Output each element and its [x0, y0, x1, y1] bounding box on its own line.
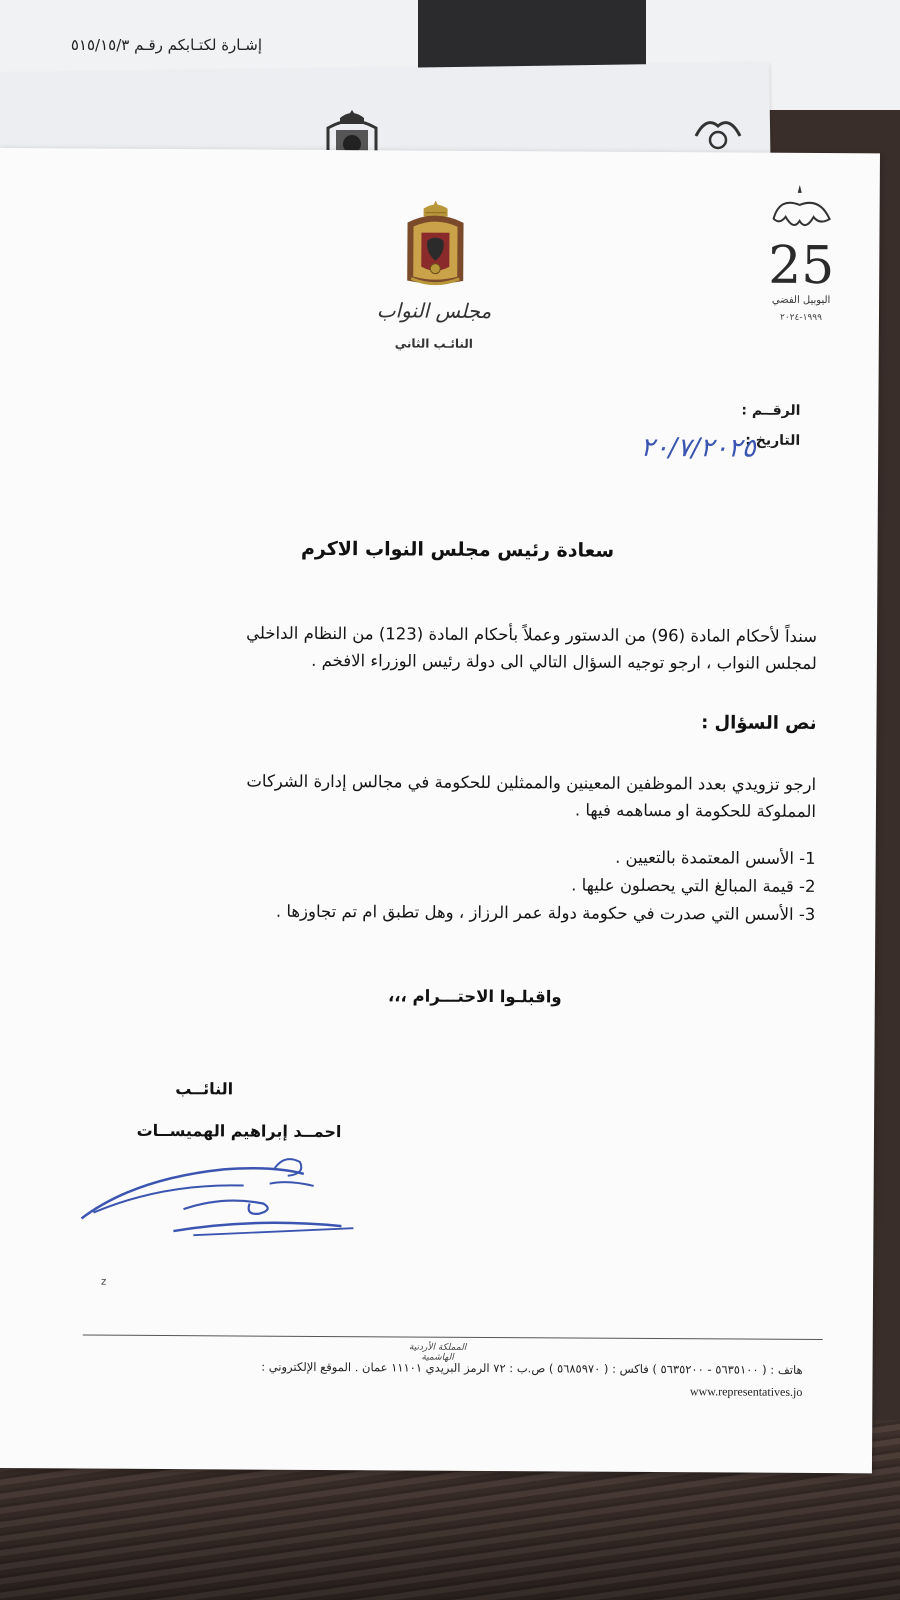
royal-emblem-icon	[399, 198, 472, 286]
handwritten-date	[628, 420, 768, 471]
intro-line-1: سنداً لأحكام المادة (96) من الدستور وعملاً بأحكام المادة (123) من النظام الداخلي	[246, 623, 818, 646]
intro-line-2: لمجلس النواب ، ارجو توجيه السؤال التالي الى دولة رئيس الوزراء الافخم .	[311, 650, 817, 673]
svg-text:٢٠/٧/٢٠٢٥: ٢٠/٧/٢٠٢٥	[640, 432, 756, 464]
question-line-1: ارجو تزويدي بعدد الموظفين المعينين والممثلين للحكومة في مجالس إدارة الشركات	[246, 771, 817, 794]
background-jubilee-icon	[688, 112, 748, 152]
small-mark: z	[101, 1276, 107, 1288]
deputy-title: النائـب الثاني	[394, 336, 473, 351]
reference-label: الرقــم :	[741, 402, 801, 419]
house-title: مجلس النواب	[376, 298, 492, 324]
svg-text:25: 25	[768, 235, 835, 297]
footer-kingdom: المملكة الأردنية الهاشمية	[408, 1342, 467, 1363]
addressee: سعادة رئيس مجلس النواب الاكرم	[300, 537, 615, 562]
signature-icon	[73, 1138, 374, 1240]
footer-contact: هاتف : ( ٥٦٣٥١٠٠ - ٥٦٣٥٢٠٠ ) فاكس : ( ٥٦٨٥٩٧٠ ) ص.ب : ٧٢ الرمز البريدي ١١١٠١ عمان . الموقع الإلكتروني :	[261, 1359, 803, 1377]
silver-jubilee-logo-icon	[759, 183, 844, 330]
question-heading: نص السؤال :	[701, 712, 817, 734]
jubilee-years: ١٩٩٩-٢٠٢٤	[779, 312, 822, 324]
background-dark-strip	[418, 0, 646, 68]
jubilee-caption: اليوبيل الفضي	[771, 294, 831, 307]
date-label: التاريخ :	[745, 432, 801, 449]
list-item: 1- الأسس المعتمدة بالتعيين .	[615, 847, 816, 868]
question-paragraph	[86, 767, 816, 825]
signer-name: احمــد إبراهيم الهميســات	[136, 1120, 342, 1142]
list-item: 3- الأسس التي صدرت في حكومة دولة عمر الرزاز ، وهل تطبق ام تم تجاوزها .	[275, 901, 816, 924]
background-reference-line: إشـارة لكتـابكم رقـم ٥١٥/١٥/٣	[70, 36, 262, 54]
signer-role: النائــب	[175, 1079, 234, 1099]
question-line-2: المملوكة للحكومة او مساهمه فيها .	[574, 800, 817, 821]
footer-website[interactable]: www.representatives.jo	[689, 1384, 803, 1399]
letter-sheet	[0, 148, 880, 1473]
question-items	[85, 841, 815, 929]
footer-website-row	[690, 1384, 803, 1400]
intro-paragraph	[87, 619, 817, 677]
footer-divider	[83, 1335, 823, 1341]
list-item: 2- قيمة المبالغ التي يحصلون عليها .	[571, 875, 816, 896]
closing-line: واقبلـوا الاحتـــرام ،،،	[387, 986, 562, 1007]
